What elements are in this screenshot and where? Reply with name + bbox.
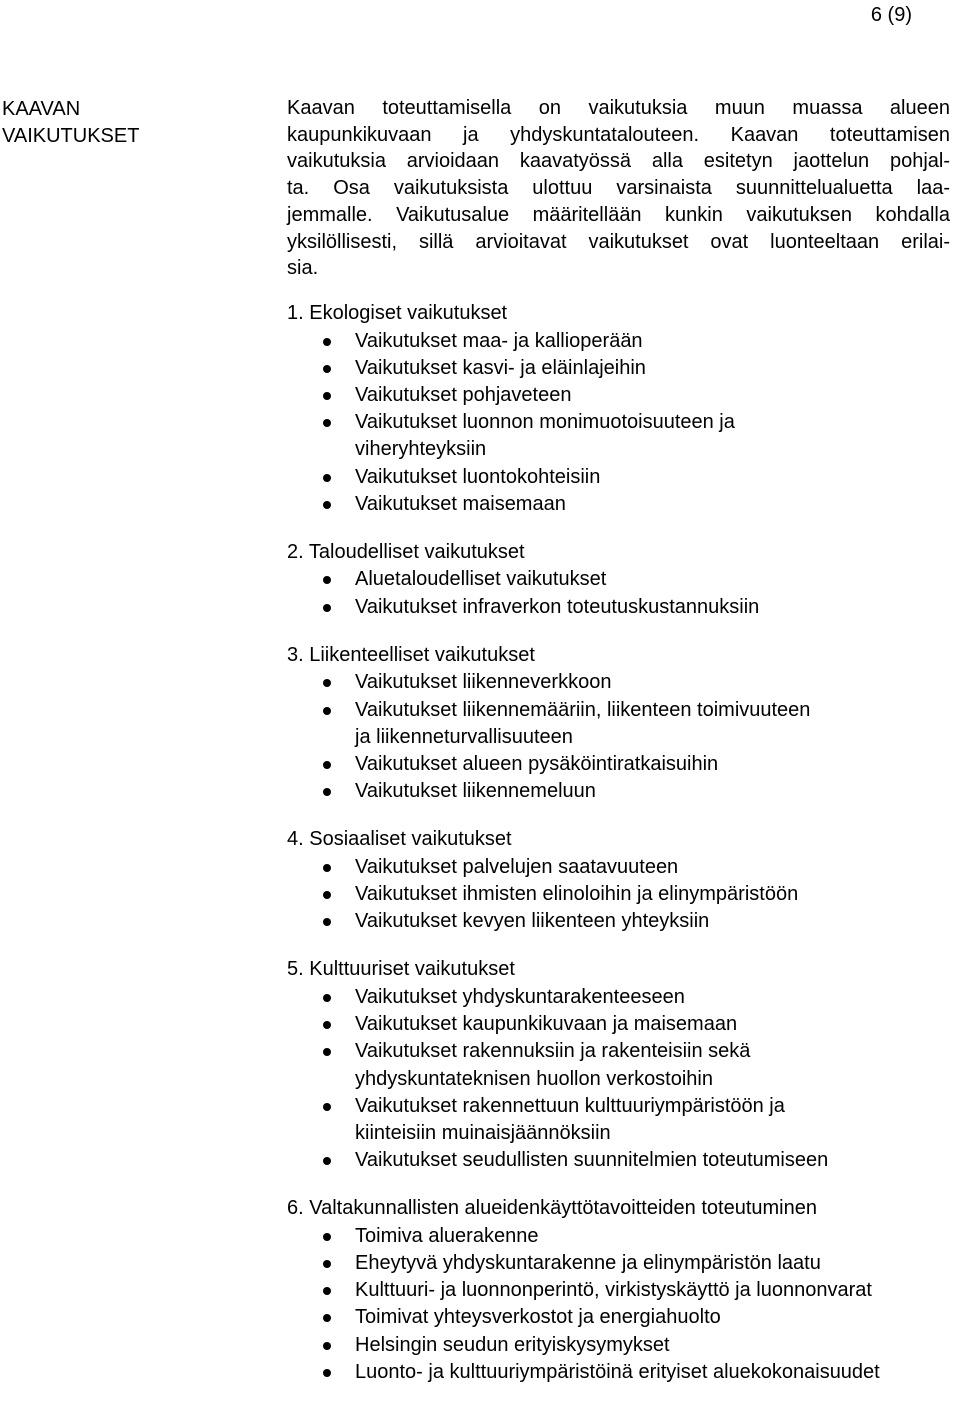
list-item-text: ja liikenneturvallisuuteen — [355, 725, 573, 748]
list-item-text: Luonto- ja kulttuuriympäristöinä erityiset aluekokonaisuudet — [355, 1360, 880, 1383]
section-title: 6. Valtakunnallisten alueidenkäyttötavoitteiden toteutuminen — [287, 1197, 817, 1220]
list-item-text: Vaikutukset yhdyskuntarakenteeseen — [355, 985, 685, 1008]
list-item — [287, 594, 957, 621]
list-item-text: Vaikutukset maa- ja kallioperään — [355, 329, 643, 352]
list-item — [287, 1147, 957, 1174]
list-item-text: kiinteisiin muinaisjäännöksiin — [355, 1121, 611, 1144]
bullet-icon — [323, 338, 331, 346]
list-item — [287, 778, 957, 805]
bullet-icon — [323, 1369, 331, 1377]
section-title: 3. Liikenteelliset vaikutukset — [287, 643, 535, 666]
list-item — [287, 382, 957, 409]
intro-line: yksilöllisesti, sillä arvioitavat vaikutukset ovat luonteeltaan erilai- — [287, 230, 950, 253]
list-item — [287, 697, 957, 751]
list-item-text: Vaikutukset rakennuksiin ja rakenteisiin sekä — [355, 1040, 751, 1063]
bullet-list — [287, 669, 957, 805]
list-item-text: Vaikutukset kaupunkikuvaan ja maisemaan — [355, 1013, 738, 1036]
list-item — [287, 409, 957, 463]
list-item — [287, 464, 957, 491]
list-item-text: Vaikutukset pohjaveteen — [355, 383, 572, 406]
bullet-list — [287, 1223, 957, 1386]
list-item — [287, 1250, 957, 1277]
section-heading — [2, 96, 262, 150]
list-item — [287, 854, 957, 881]
list-item — [287, 751, 957, 778]
impact-section — [287, 642, 957, 806]
page-number: 6 (9) — [870, 4, 912, 26]
intro-line: sia. — [287, 257, 319, 280]
list-item — [287, 1223, 957, 1250]
bullet-icon — [323, 1048, 331, 1056]
list-item — [287, 1332, 957, 1359]
bullet-list — [287, 984, 957, 1174]
impact-section — [287, 826, 957, 935]
list-item-text: yhdyskuntateknisen huollon verkostoihin — [355, 1067, 713, 1090]
list-item-text: Aluetaloudelliset vaikutukset — [355, 568, 607, 591]
bullet-icon — [323, 365, 331, 373]
intro-line: vaikutuksia arvioidaan kaavatyössä alla esitetyn jaottelun pohjal- — [287, 150, 950, 173]
list-item — [287, 1038, 957, 1092]
impact-section — [287, 1195, 957, 1386]
intro-line: kaupunkikuvaan ja yhdyskuntatalouteen. Kaavan toteuttamisen — [287, 123, 950, 146]
list-item-text: Vaikutukset palvelujen saatavuuteen — [355, 855, 679, 878]
list-item-text: Vaikutukset alueen pysäköintiratkaisuihin — [355, 752, 719, 775]
bullet-icon — [323, 392, 331, 400]
list-item-text: Vaikutukset luonnon monimuotoisuuteen ja — [355, 411, 735, 434]
bullet-icon — [323, 1287, 331, 1295]
list-item — [287, 1011, 957, 1038]
list-item — [287, 491, 957, 518]
bullet-list — [287, 854, 957, 936]
intro-line: jemmalle. Vaikutusalue määritellään kunkin vaikutuksen kohdalla — [287, 203, 950, 226]
impact-sections — [287, 300, 957, 1386]
bullet-icon — [323, 1233, 331, 1241]
bullet-list — [287, 566, 957, 620]
list-item — [287, 669, 957, 696]
bullet-icon — [323, 761, 331, 769]
list-item-text: Vaikutukset ihmisten elinoloihin ja elinympäristöön — [355, 883, 799, 906]
section-heading-line: KAAVAN — [2, 98, 81, 120]
bullet-icon — [323, 604, 331, 612]
list-item — [287, 984, 957, 1011]
list-item-text: Vaikutukset liikenneverkkoon — [355, 671, 612, 694]
list-item-text: Vaikutukset kevyen liikenteen yhteyksiin — [355, 910, 710, 933]
list-item — [287, 1304, 957, 1331]
section-title: 1. Ekologiset vaikutukset — [287, 302, 508, 324]
list-item-text: Vaikutukset seudullisten suunnitelmien toteutumiseen — [355, 1149, 829, 1172]
bullet-icon — [323, 707, 331, 715]
bullet-icon — [323, 1103, 331, 1111]
section-heading-line: VAIKUTUKSET — [2, 125, 140, 147]
impact-section — [287, 539, 957, 621]
list-item-text: Vaikutukset rakennettuun kulttuuriympäristöön ja — [355, 1094, 785, 1117]
bullet-icon — [323, 576, 331, 584]
intro-line: ta. Osa vaikutuksista ulottuu varsinaista suunnittelualuetta laa- — [287, 177, 950, 200]
section-title: 2. Taloudelliset vaikutukset — [287, 540, 525, 563]
bullet-icon — [323, 1342, 331, 1350]
impact-section — [287, 956, 957, 1174]
bullet-icon — [323, 474, 331, 482]
bullet-icon — [323, 788, 331, 796]
list-item-text: Vaikutukset liikennemääriin, liikenteen toimivuuteen — [355, 698, 811, 721]
bullet-icon — [323, 679, 331, 687]
list-item-text: Toimiva aluerakenne — [355, 1224, 539, 1247]
intro-line: Kaavan toteuttamisella on vaikutuksia muun muassa alueen — [287, 97, 950, 119]
list-item — [287, 328, 957, 355]
bullet-icon — [323, 1314, 331, 1322]
bullet-list — [287, 328, 957, 518]
bullet-icon — [323, 1021, 331, 1029]
intro-paragraph — [287, 95, 950, 282]
list-item-text: Vaikutukset liikennemeluun — [355, 780, 596, 803]
list-item-text: Vaikutukset luontokohteisiin — [355, 465, 601, 488]
list-item-text: Vaikutukset kasvi- ja eläinlajeihin — [355, 356, 646, 379]
bullet-icon — [323, 1260, 331, 1268]
list-item-text: Eheytyvä yhdyskuntarakenne ja elinympäristön laatu — [355, 1252, 821, 1275]
impact-section — [287, 300, 957, 518]
bullet-icon — [323, 918, 331, 926]
list-item-text: Helsingin seudun erityiskysymykset — [355, 1333, 670, 1356]
list-item-text: viheryhteyksiin — [355, 438, 487, 461]
list-item-text: Vaikutukset maisemaan — [355, 492, 566, 515]
bullet-icon — [323, 994, 331, 1002]
list-item-text: Kulttuuri- ja luonnonperintö, virkistyskäyttö ja luonnonvarat — [355, 1279, 872, 1302]
list-item — [287, 566, 957, 593]
bullet-icon — [323, 1157, 331, 1165]
list-item — [287, 908, 957, 935]
list-item — [287, 355, 957, 382]
bullet-icon — [323, 891, 331, 899]
section-title: 4. Sosiaaliset vaikutukset — [287, 828, 512, 851]
list-item — [287, 1277, 957, 1304]
bullet-icon — [323, 864, 331, 872]
list-item — [287, 1359, 957, 1386]
list-item-text: Vaikutukset infraverkon toteutuskustannuksiin — [355, 595, 760, 618]
list-item — [287, 881, 957, 908]
list-item — [287, 1093, 957, 1147]
bullet-icon — [323, 501, 331, 509]
bullet-icon — [323, 419, 331, 427]
list-item-text: Toimivat yhteysverkostot ja energiahuolto — [355, 1306, 721, 1329]
section-title: 5. Kulttuuriset vaikutukset — [287, 958, 515, 981]
